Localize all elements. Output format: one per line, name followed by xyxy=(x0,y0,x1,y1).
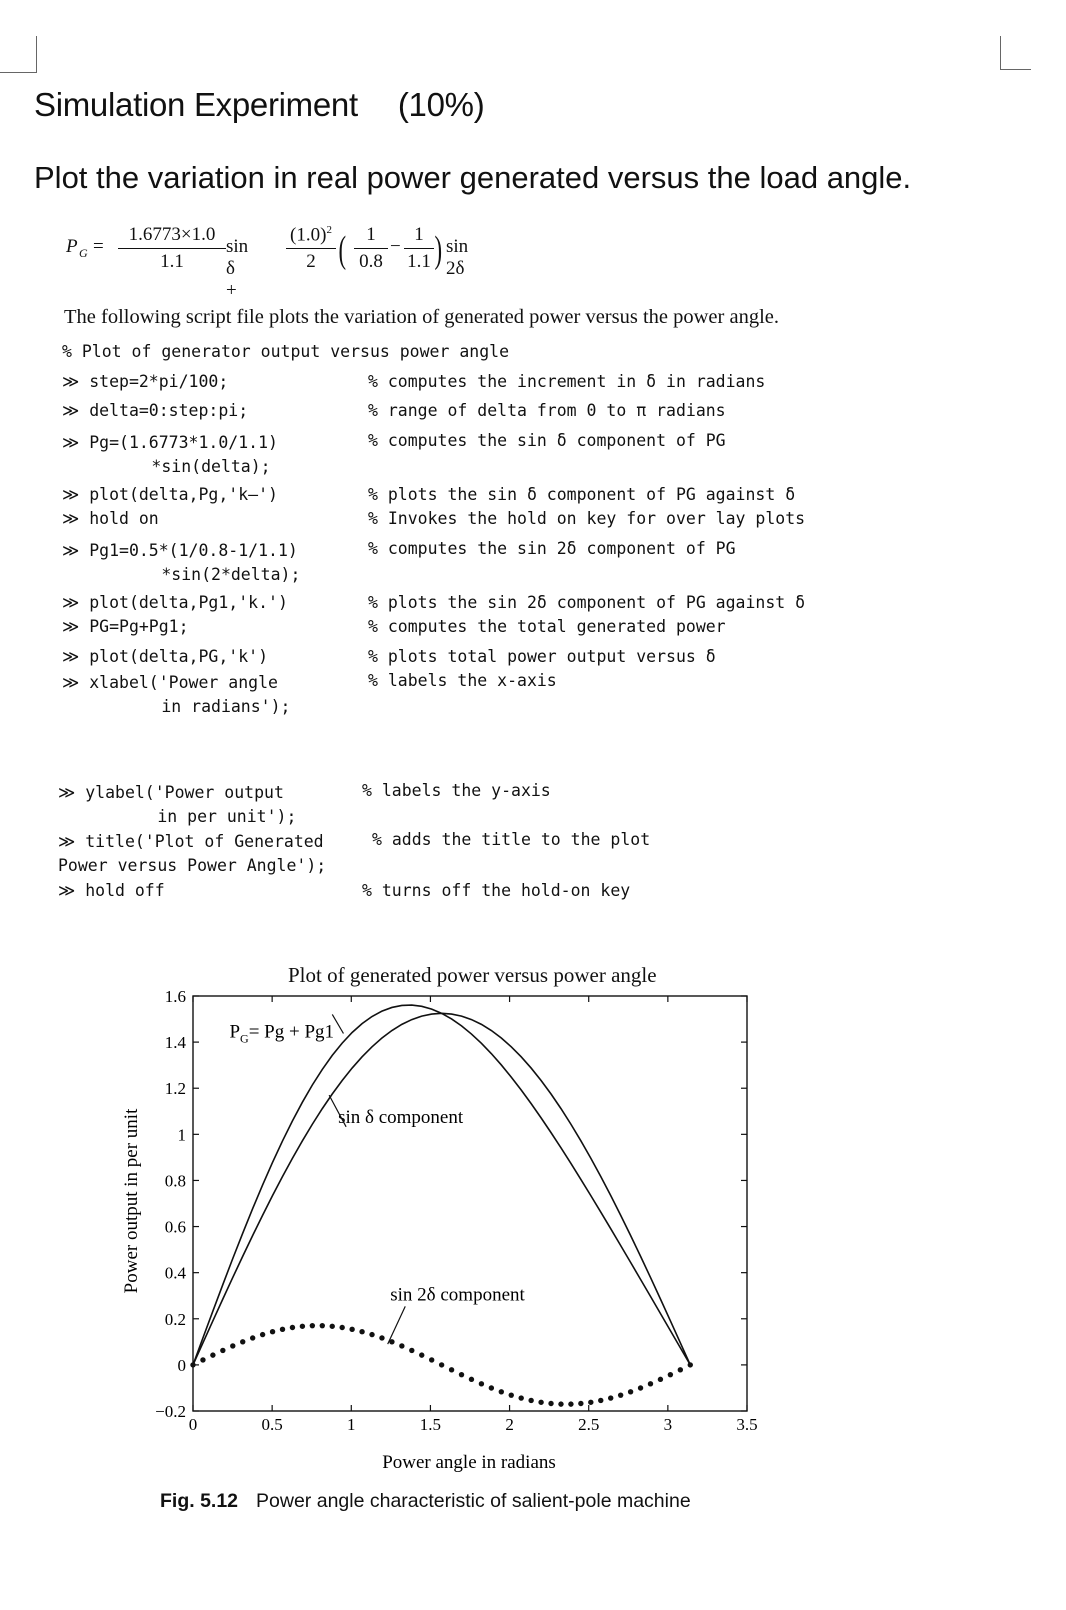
crop-mark-right xyxy=(1000,36,1031,70)
annotation-leader xyxy=(388,1306,406,1344)
eq-paren-close: ) xyxy=(434,229,443,271)
series-sin-2delta-point xyxy=(648,1381,653,1386)
series-sin-2delta-point xyxy=(220,1348,225,1353)
script-comment-3: % computes the sin δ component of PG xyxy=(368,431,726,450)
annotation-sin-2delta: sin 2δ component xyxy=(390,1284,525,1306)
series-sin-2delta-point xyxy=(240,1339,245,1344)
eq-f1-denominator: 0.8 xyxy=(359,251,383,272)
eq-fraction-1 xyxy=(118,224,226,273)
plot-frame xyxy=(193,996,747,1411)
series-sin-2delta-point xyxy=(419,1352,424,1357)
script-code-13: ≫ hold off xyxy=(58,881,165,900)
script-code-5: ≫ hold on xyxy=(62,509,159,528)
script-code-7: ≫ plot(delta,Pg1,'k.') xyxy=(62,593,288,612)
x-tick-label: 1.5 xyxy=(419,1415,442,1434)
series-sin-2delta-point xyxy=(339,1325,344,1330)
eq-term2-exponent: 2 xyxy=(326,224,332,236)
y-tick-label: 0.8 xyxy=(164,1171,186,1191)
series-sin-2delta-point xyxy=(459,1372,464,1377)
series-sin-2delta-point xyxy=(588,1400,593,1405)
script-code-9: ≫ plot(delta,PG,'k') xyxy=(62,647,269,666)
title-weight: (10%) xyxy=(397,86,485,123)
script-header: % Plot of generator output versus power angle xyxy=(62,342,510,361)
series-sin-2delta-point xyxy=(300,1324,305,1329)
script-code-4: ≫ plot(delta,Pg,'k–') xyxy=(62,485,278,504)
x-axis-label: Power angle in radians xyxy=(382,1452,556,1473)
script-comment-8: % computes the total generated power xyxy=(368,617,726,636)
series-sin-2delta-point xyxy=(399,1343,404,1348)
eq-term1-denominator: 1.1 xyxy=(160,251,184,272)
series-sin-2delta-point xyxy=(270,1329,275,1334)
series-sin-2delta-point xyxy=(349,1327,354,1332)
series-sin-2delta-point xyxy=(190,1362,195,1367)
series-sin-2delta-point xyxy=(518,1395,523,1400)
script-code-6: ≫ Pg1=0.5*(1/0.8-1/1.1) *sin(2*delta); xyxy=(62,541,301,584)
chart-title: Plot of generated power versus power angle xyxy=(288,963,657,987)
eq-sin-2delta: sin 2δ xyxy=(446,236,469,279)
eq-fraction-3 xyxy=(354,224,388,273)
figure-label: Fig. 5.12 xyxy=(160,1490,239,1512)
figure-caption xyxy=(160,1490,691,1513)
script-comment-6: % computes the sin 2δ component of PG xyxy=(368,539,736,558)
script-comment-5: % Invokes the hold on key for over lay plots xyxy=(368,509,806,528)
series-sin-2delta-point xyxy=(678,1367,683,1372)
y-tick-label: 0.2 xyxy=(164,1309,186,1329)
series-sin-2delta-point xyxy=(578,1401,583,1406)
eq-paren-open: ( xyxy=(338,229,347,271)
x-tick-label: 2.5 xyxy=(578,1415,600,1434)
script-code-10: ≫ xlabel('Power angle in radians'); xyxy=(62,673,291,716)
series-sin-2delta-point xyxy=(479,1381,484,1386)
series-sin-2delta-point xyxy=(688,1362,693,1367)
series-sin-2delta-point xyxy=(449,1367,454,1372)
series-sin-2delta-point xyxy=(499,1389,504,1394)
series-sin-2delta-point xyxy=(429,1357,434,1362)
script-comment-2: % range of delta from 0 to π radians xyxy=(368,401,726,420)
crop-mark-left xyxy=(0,36,37,73)
power-angle-chart xyxy=(0,960,1066,1520)
series-sin-2delta-point xyxy=(409,1348,414,1353)
eq-lhs: P xyxy=(66,236,78,257)
series-sin-2delta-point xyxy=(658,1377,663,1382)
script-code-3: ≫ Pg=(1.6773*1.0/1.1) *sin(delta); xyxy=(62,433,278,476)
eq-term2-numerator: (1.0) xyxy=(290,224,327,246)
y-tick-label: 0.6 xyxy=(164,1217,186,1237)
series-sin-2delta-point xyxy=(509,1392,514,1397)
series-sin-2delta-point xyxy=(598,1398,603,1403)
eq-lhs-sub: G xyxy=(79,246,88,260)
series-sin-2delta-point xyxy=(528,1398,533,1403)
series-sin-2delta-point xyxy=(668,1372,673,1377)
y-axis-label: Power output in per unit xyxy=(121,1108,142,1294)
x-tick-label: 0 xyxy=(188,1415,198,1434)
series-sin-2delta-point xyxy=(369,1332,374,1337)
series-sin-2delta-point xyxy=(210,1352,215,1357)
script-comment-1: % computes the increment in δ in radians xyxy=(368,372,766,391)
script-comment-13: % turns off the hold-on key xyxy=(362,881,631,900)
series-sin-delta-line xyxy=(193,1013,690,1365)
script-code-12: ≫ title('Plot of Generated Power versus Power Angle'); xyxy=(58,832,327,875)
y-tick-label: −0.2 xyxy=(155,1402,186,1421)
title-text: Simulation Experiment xyxy=(34,86,358,123)
series-sin-2delta-point xyxy=(568,1401,573,1406)
series-sin-2delta-point xyxy=(628,1389,633,1394)
series-total-power-line xyxy=(193,1005,690,1365)
x-tick-label: 1 xyxy=(347,1415,356,1434)
script-comment-10: % labels the x-axis xyxy=(368,671,557,690)
script-code-2: ≫ delta=0:step:pi; xyxy=(62,401,249,420)
series-sin-2delta-point xyxy=(280,1327,285,1332)
script-code-8: ≫ PG=Pg+Pg1; xyxy=(62,617,189,636)
annotation-sin-delta: sin δ component xyxy=(338,1106,464,1128)
x-tick-label: 3.5 xyxy=(736,1415,758,1434)
y-tick-label: 1.6 xyxy=(164,987,186,1006)
figure-caption-text: Power angle characteristic of salient-pole machine xyxy=(256,1490,691,1512)
x-tick-label: 0.5 xyxy=(261,1415,283,1434)
x-tick-label: 3 xyxy=(663,1415,673,1434)
series-sin-2delta-point xyxy=(489,1385,494,1390)
series-sin-2delta-point xyxy=(439,1362,444,1367)
series-sin-2delta-point xyxy=(310,1323,315,1328)
series-sin-2delta-point xyxy=(230,1343,235,1348)
eq-f2-denominator: 1.1 xyxy=(407,251,431,272)
series-sin-2delta-point xyxy=(379,1335,384,1340)
series-sin-2delta-point xyxy=(548,1401,553,1406)
y-tick-label: 0 xyxy=(177,1355,186,1375)
eq-term1-numerator: 1.6773×1.0 xyxy=(128,224,216,245)
x-tick-label: 2 xyxy=(505,1415,514,1434)
eq-term2-denominator: 2 xyxy=(306,251,316,273)
page-title xyxy=(34,86,484,124)
series-sin-2delta-point xyxy=(290,1325,295,1330)
script-comment-12: % adds the title to the plot xyxy=(372,830,651,849)
script-comment-9: % plots total power output versus δ xyxy=(368,647,716,666)
series-sin-2delta-point xyxy=(359,1329,364,1334)
y-tick-label: 1 xyxy=(177,1125,186,1145)
eq-sin-delta: sin δ + xyxy=(226,236,249,301)
task-statement: Plot the variation in real power generated versus the load angle. xyxy=(34,160,912,195)
eq-equals: = xyxy=(93,236,104,257)
script-comment-4: % plots the sin δ component of PG against δ xyxy=(368,485,796,504)
eq-fraction-2 xyxy=(286,224,336,273)
script-intro: The following script file plots the variation of generated power versus the power angle. xyxy=(64,306,779,328)
series-sin-2delta-point xyxy=(250,1335,255,1340)
y-tick-label: 1.4 xyxy=(164,1033,186,1053)
eq-f2-numerator: 1 xyxy=(414,224,424,245)
y-tick-label: 0.4 xyxy=(164,1263,186,1283)
series-sin-2delta-point xyxy=(638,1385,643,1390)
y-tick-label: 1.2 xyxy=(164,1079,186,1099)
series-sin-2delta-point xyxy=(330,1324,335,1329)
series-sin-2delta-point xyxy=(320,1323,325,1328)
series-sin-2delta-point xyxy=(538,1400,543,1405)
script-comment-7: % plots the sin 2δ component of PG against δ xyxy=(368,593,806,612)
script-code-11: ≫ ylabel('Power output in per unit'); xyxy=(58,783,297,826)
series-sin-2delta-point xyxy=(608,1395,613,1400)
script-comment-11: % labels the y-axis xyxy=(362,781,551,800)
series-sin-2delta-point xyxy=(200,1357,205,1362)
series-sin-2delta-point xyxy=(260,1332,265,1337)
series-sin-2delta-point xyxy=(558,1401,563,1406)
annotation-total-power: $P_G= Pg + Pg1$ xyxy=(229,1021,335,1046)
series-sin-2delta-point xyxy=(618,1392,623,1397)
eq-fraction-4 xyxy=(404,224,434,273)
eq-f1-numerator: 1 xyxy=(366,224,376,245)
series-sin-2delta-point xyxy=(469,1377,474,1382)
script-code-1: ≫ step=2*pi/100; xyxy=(62,372,229,391)
eq-minus: − xyxy=(390,236,401,257)
